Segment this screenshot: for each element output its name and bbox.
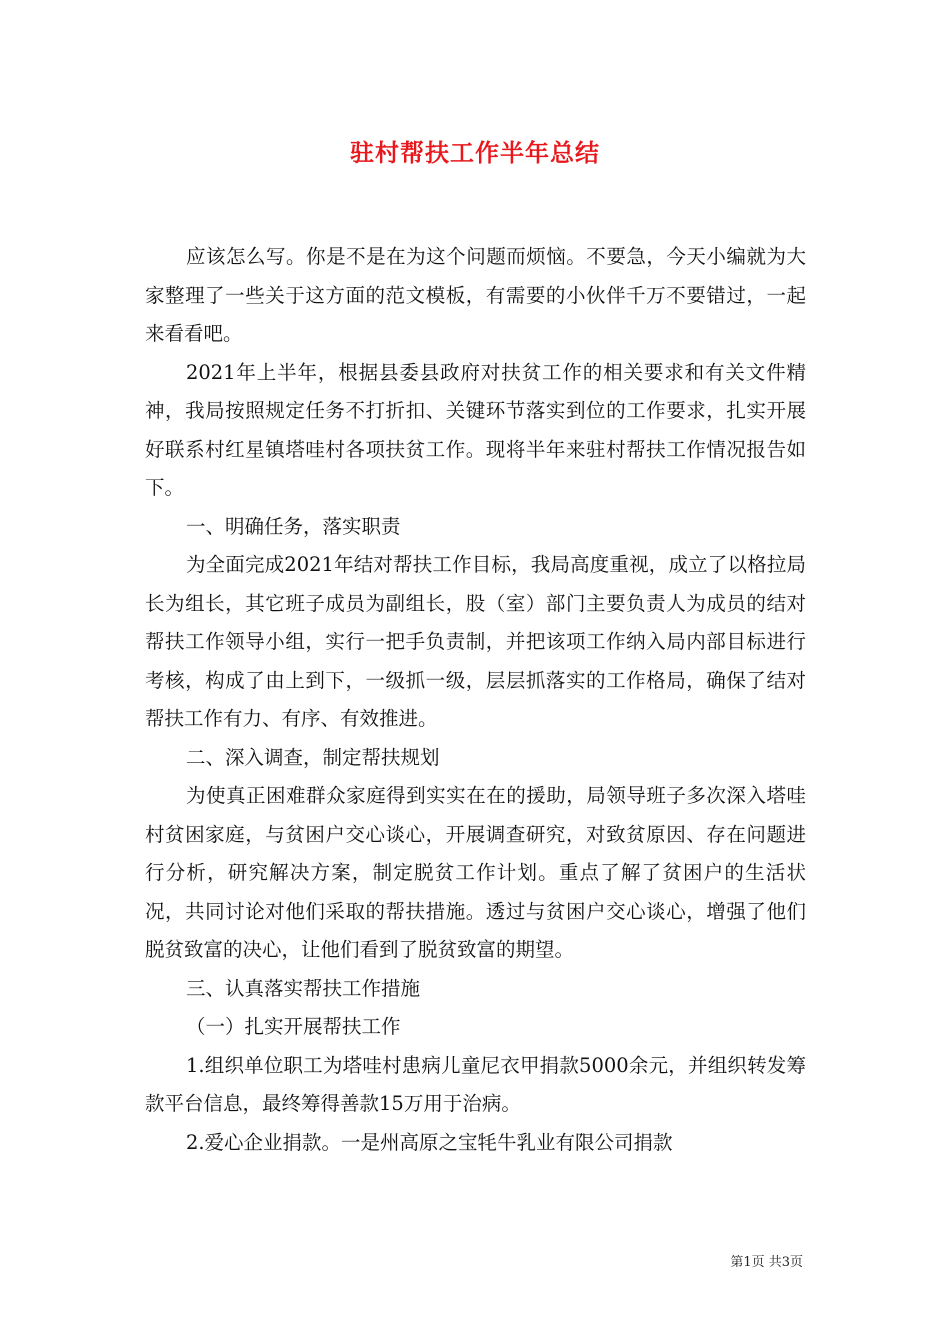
list-item-1: 1.组织单位职工为塔哇村患病儿童尼衣甲捐款5000余元，并组织转发筹款平台信息，最终筹得善款15万用于治病。 bbox=[145, 1053, 806, 1115]
document-body bbox=[145, 238, 806, 1162]
paragraph-overview: 2021年上半年，根据县委县政府对扶贫工作的相关要求和有关文件精神，我局按照规定任务不打折扣、关键环节落实到位的工作要求，扎实开展好联系村红星镇塔哇村各项扶贫工作。现将半年来驻村帮扶工作情况报告如下。 bbox=[145, 360, 806, 499]
page-number-footer: 第1页 共3页 bbox=[730, 1255, 803, 1270]
paragraph-intro: 应该怎么写。你是不是在为这个问题而烦恼。不要急，今天小编就为大家整理了一些关于这方面的范文模板，有需要的小伙伴千万不要错过，一起来看看吧。 bbox=[145, 245, 806, 345]
paragraph-section-1: 为全面完成2021年结对帮扶工作目标，我局高度重视，成立了以格拉局长为组长，其它班子成员为副组长，股（室）部门主要负责人为成员的结对帮扶工作领导小组，实行一把手负责制，并把该项工作纳入局内部目标进行考核，构成了由上到下，一级抓一级，层层抓落实的工作格局，确保了结对帮扶工作有力、有序、有效推进。 bbox=[145, 553, 806, 730]
document-title: 驻村帮扶工作半年总结 bbox=[350, 138, 600, 167]
section-heading-1: 一、明确任务，落实职责 bbox=[185, 514, 401, 538]
section-heading-3: 三、认真落实帮扶工作措施 bbox=[185, 976, 420, 1000]
list-item-2: 2.爱心企业捐款。一是州高原之宝牦牛乳业有限公司捐款 bbox=[185, 1130, 673, 1154]
paragraph-section-2: 为使真正困难群众家庭得到实实在在的援助，局领导班子多次深入塔哇村贫困家庭，与贫困户交心谈心，开展调查研究，对致贫原因、存在问题进行分析，研究解决方案，制定脱贫工作计划。重点了解了贫困户的生活状况，共同讨论对他们采取的帮扶措施。透过与贫困户交心谈心，增强了他们脱贫致富的决心，让他们看到了脱贫致富的期望。 bbox=[145, 784, 806, 961]
section-heading-2: 二、深入调查，制定帮扶规划 bbox=[185, 745, 440, 769]
subsection-heading-1: （一）扎实开展帮扶工作 bbox=[185, 1015, 401, 1038]
